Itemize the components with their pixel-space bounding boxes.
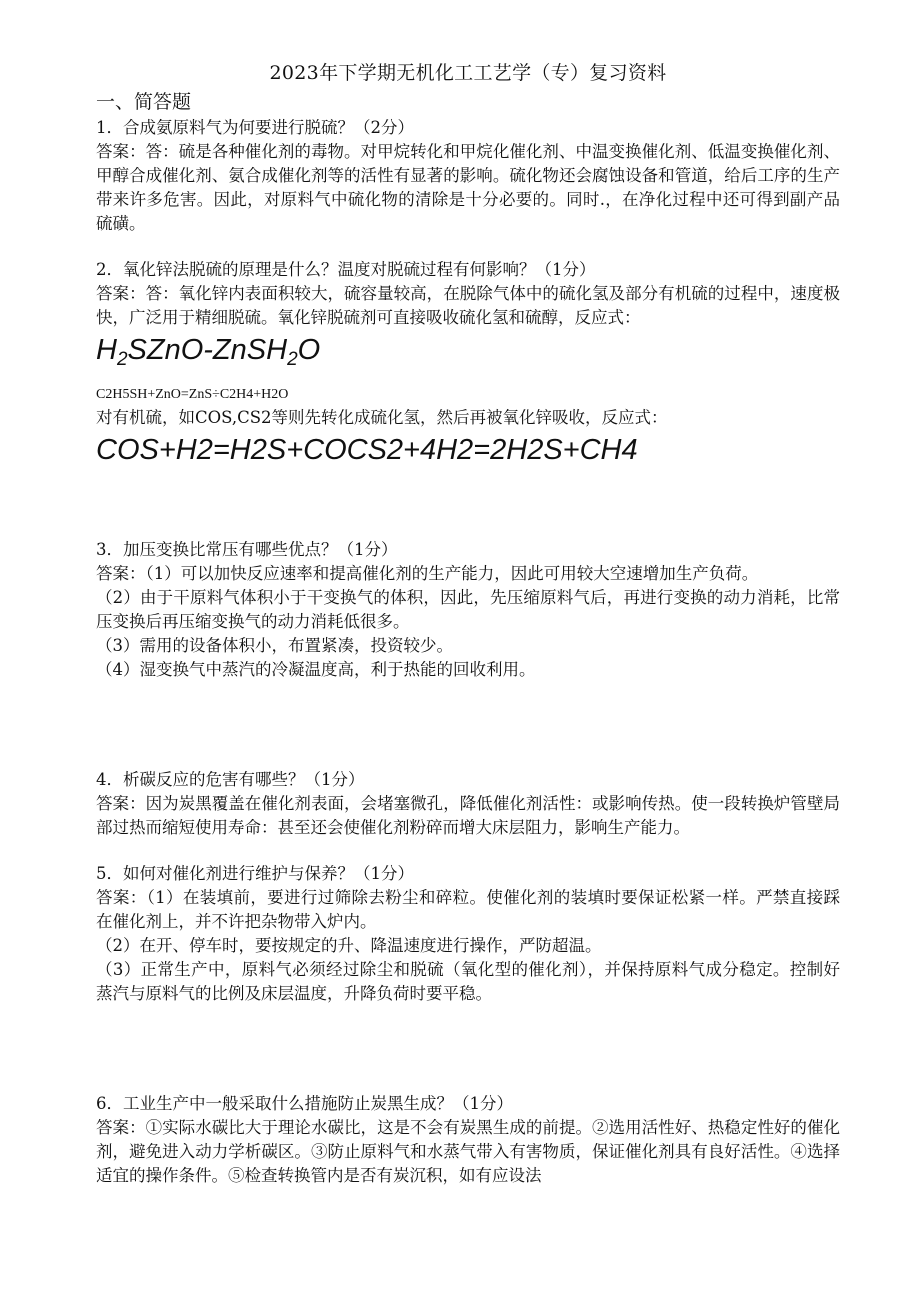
question-2: 2．氧化锌法脱硫的原理是什么？温度对脱硫过程有何影响？（1分） bbox=[96, 260, 596, 279]
answer-1: 答案：答：硫是各种催化剂的毒物。对甲烷转化和甲烷化催化剂、中温变换催化剂、低温变换催化剂、甲醇合成催化剂、氨合成催化剂等的活性有显著的影响。硫化物还会腐蚀设备和管道，给后工序的生产带来许多危害。因此，对原料气中硫化物的清除是十分必要的。同时.，在净化过程中还可得到副产品硫磺。 bbox=[96, 142, 840, 233]
document-title: 2023年下学期无机化工工艺学（专）复习资料 bbox=[269, 62, 667, 84]
answer-5-item-1: 答案：（1）在装填前，要进行过筛除去粉尘和碎粒。使催化剂的装填时要保证松紧一样。严禁直接踩在催化剂上，并不许把杂物带入炉内。 bbox=[96, 888, 840, 931]
question-3: 3．加压变换比常压有哪些优点？（1分） bbox=[96, 540, 398, 559]
formula-zno-h2s: $H_2SZnO-ZnSH_2O$ bbox=[96, 334, 321, 370]
document-page bbox=[96, 58, 840, 1188]
question-6: 6．工业生产中一般采取什么措施防止炭黑生成？（1分） bbox=[96, 1094, 513, 1113]
formula-cos-cs2: COS+H2=H2S+COCS2+4H2=2H2S+CH4 bbox=[96, 434, 638, 466]
answer-4: 答案：因为炭黑覆盖在催化剂表面，会堵塞微孔，降低催化剂活性：或影响传热。使一段转换炉管壁局部过热而缩短使用寿命：甚至还会使催化剂粉碎而增大床层阻力，影响生产能力。 bbox=[96, 794, 840, 837]
answer-5-item-3: （3）正常生产中，原料气必须经过除尘和脱硫（氧化型的催化剂），并保持原料气成分稳定。控制好蒸汽与原料气的比例及床层温度，升降负荷时要平稳。 bbox=[96, 960, 840, 1003]
question-4: 4．析碳反应的危害有哪些？（1分） bbox=[96, 770, 365, 789]
answer-2: 答案：答：氧化锌内表面积较大，硫容量较高，在脱除气体中的硫化氢及部分有机硫的过程中，速度极快，广泛用于精细脱硫。氧化锌脱硫剂可直接吸收硫化氢和硫醇，反应式： bbox=[96, 284, 840, 327]
section-heading: 一、简答题 bbox=[96, 91, 192, 113]
answer-6: 答案：①实际水碳比大于理论水碳比，这是不会有炭黑生成的前提。②选用活性好、热稳定性好的催化剂，避免进入动力学析碳区。③防止原料气和水蒸气带入有害物质，保证催化剂具有良好活性。④选择适宜的操作条件。⑤检查转换管内是否有炭沉积，如有应设法 bbox=[96, 1118, 840, 1185]
answer-3-item-3: （3）需用的设备体积小，布置紧凑，投资较少。 bbox=[96, 636, 453, 655]
answer-3-item-4: （4）湿变换气中蒸汽的冷凝温度高，利于热能的回收利用。 bbox=[96, 660, 536, 679]
question-1: 1．合成氨原料气为何要进行脱硫？（2分） bbox=[96, 118, 414, 137]
answer-3-item-1: 答案：（1）可以加快反应速率和提高催化剂的生产能力，因此可用较大空速增加生产负荷。 bbox=[96, 564, 759, 583]
answer-3-item-2: （2）由于干原料气体积小于干变换气的体积，因此，先压缩原料气后，再进行变换的动力消耗，比常压变换后再压缩变换气的动力消耗低很多。 bbox=[96, 588, 840, 631]
question-5: 5．如何对催化剂进行维护与保养？（1分） bbox=[96, 864, 414, 883]
formula-mercaptan: C2H5SH+ZnO=ZnS÷C2H4+H2O bbox=[96, 387, 289, 402]
answer-5-item-2: （2）在开、停车时，要按规定的升、降温速度进行操作，严防超温。 bbox=[96, 936, 602, 955]
answer-2-organic-sulfur: 对有机硫，如COS,CS2等则先转化成硫化氢，然后再被氧化锌吸收，反应式： bbox=[96, 408, 668, 427]
